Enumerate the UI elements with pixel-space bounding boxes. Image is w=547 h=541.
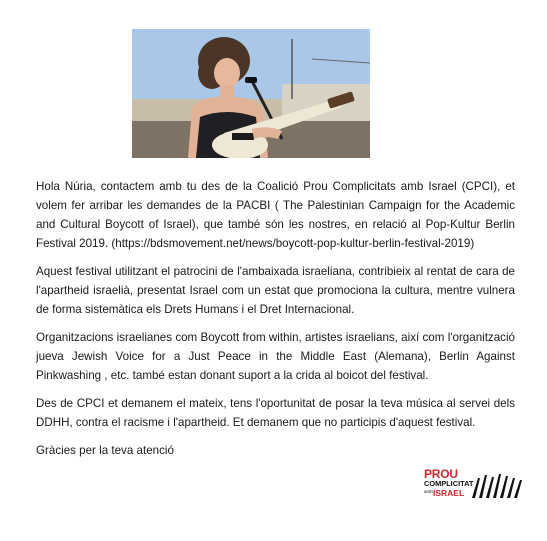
logo-word-complicitat: COMPLICITAT [424,479,474,488]
paragraph-support-organizations: Organitzacions israelianes com Boycott from within, artistes israelians, així com l'organització jueva Jewish Voice for a Just Peace in the Middle East (Alemana), Berlin Against Pinkwashing , etc. també estan donant suport a la crida al boicot del festival. [36,331,515,382]
raised-hands-icon [470,472,524,498]
closing-line: Gràcies per la teva atenció [36,444,174,457]
concert-photo-illustration [132,29,370,158]
paragraph-request: Des de CPCI et demanem el mateix, tens l'oportunitat de posar la teva música al servei dels DDHH, contra el racisme i l'apartheid. Et demanem que no participis d'aquest festival. [36,397,515,429]
letter-body [36,177,515,469]
logo-word-prou: PROU [424,467,458,481]
cpci-logo [424,468,524,502]
greeting-paragraph: Hola Núria, contactem amb tu des de la Coalició Prou Complicitats amb Israel (CPCI), et volem fer arribar les demandes de la PACBI ( The Palestinian Campaign for the Academic and Cultural Boycott of Israel), que també són les nostres, en relació al Pop-Kultur Berlin Festival 2019. (https://bdsmovement.net/news/boycott-pop-kultur-berlin-festival-2019) [36,180,515,250]
logo-word-israel: ISRAEL [433,488,465,498]
logo-word-amb: amb [424,489,433,494]
paragraph-festival-sponsorship: Aquest festival utilitzant el patrocini de l'ambaixada israeliana, contribieix al rentat de cara de l'apartheid israelià, presentat Israel com un estat que promociona la cultura, mentre vulnera de forma sistemàtica els Drets Humans i el Dret Internacional. [36,265,515,316]
concert-photo [132,29,370,158]
